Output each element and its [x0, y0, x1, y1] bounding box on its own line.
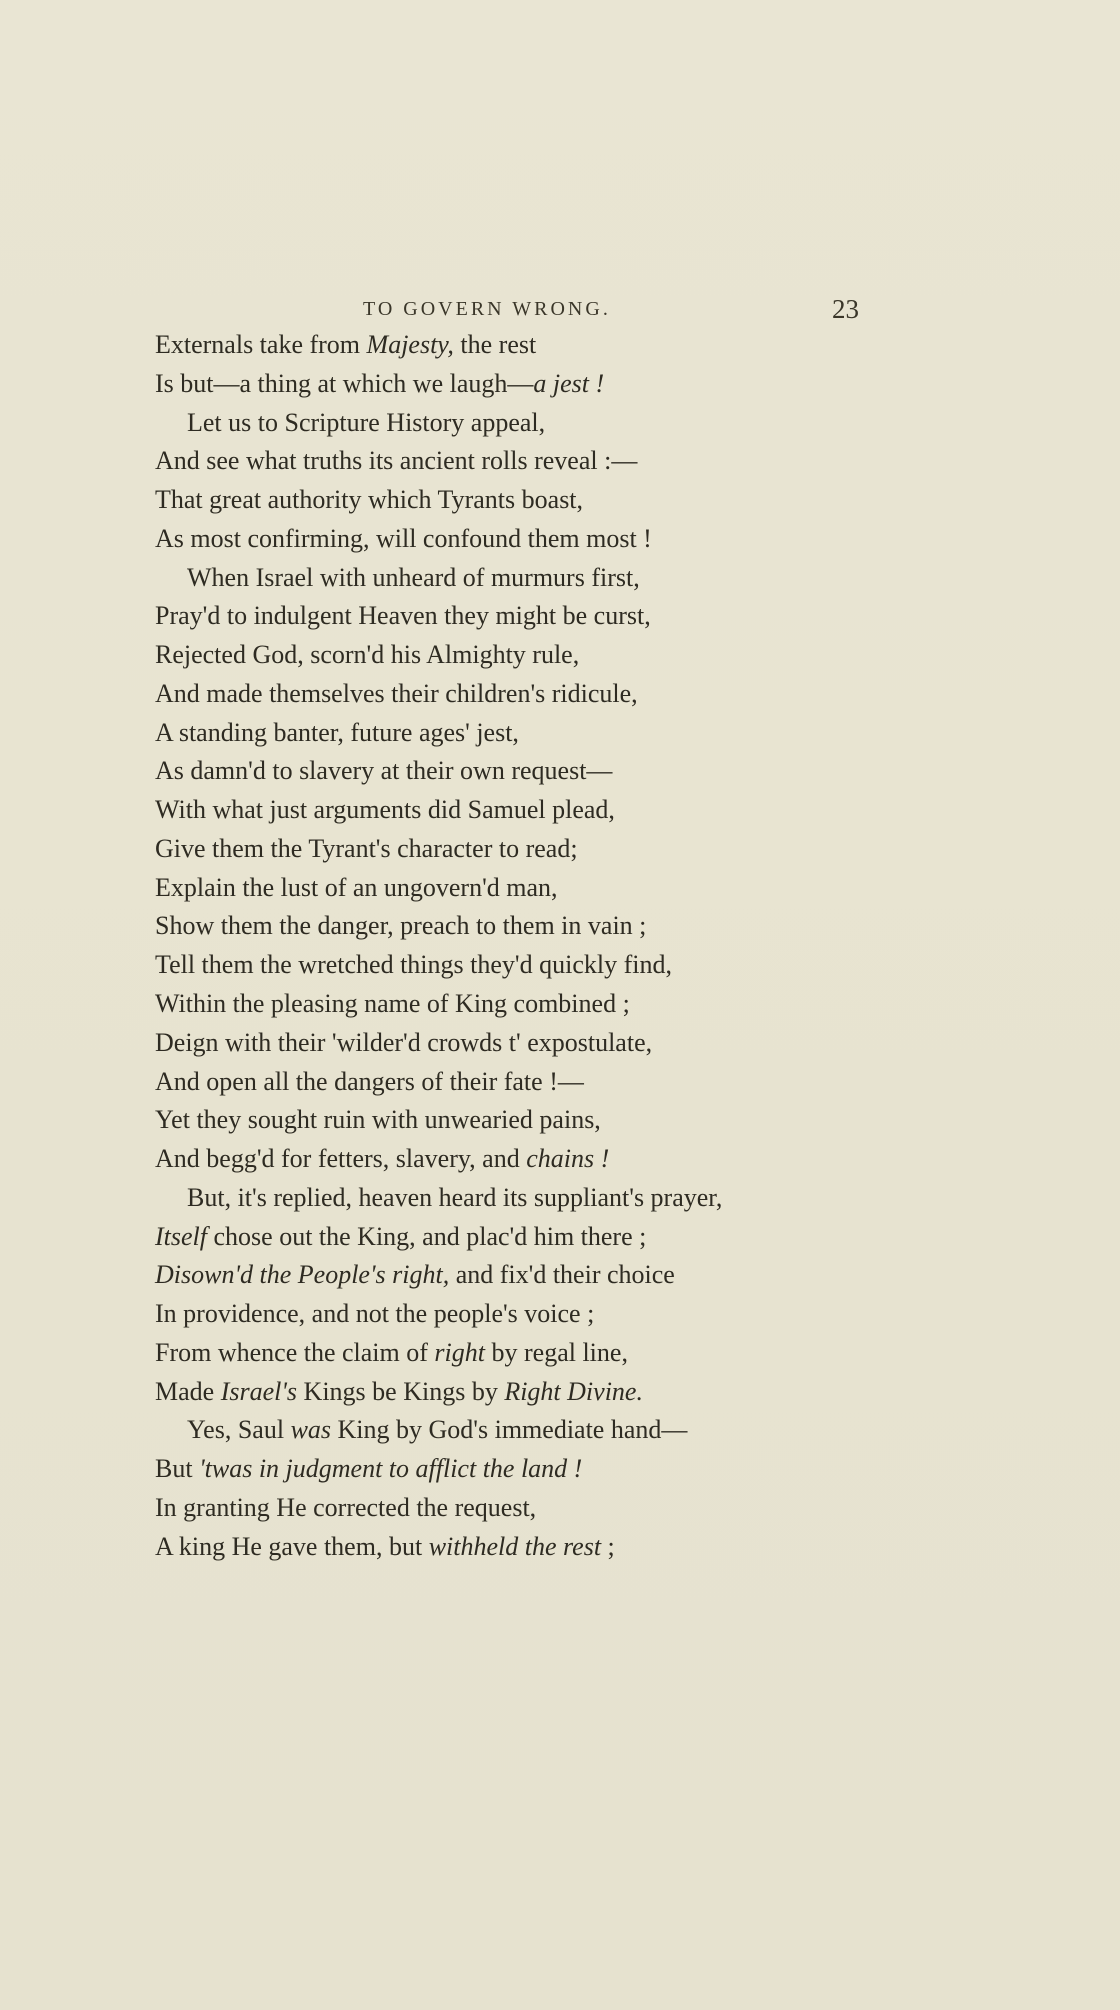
line-text: As damn'd to slavery at their own request—	[155, 756, 613, 786]
poem-line	[155, 442, 915, 481]
italic-text: was	[290, 1415, 332, 1445]
poem-line	[155, 597, 915, 636]
italic-text: Majesty,	[366, 330, 454, 359]
poem-line	[155, 714, 915, 753]
page-number: 23	[832, 294, 859, 324]
line-text: Made	[155, 1376, 221, 1406]
line-text: As most confirming, will confound them most !	[155, 523, 652, 553]
line-text: When Israel with unheard of murmurs first,	[187, 562, 640, 592]
poem-line	[155, 1450, 915, 1489]
line-text: Let us to Scripture History appeal,	[187, 407, 546, 437]
line-text: Within the pleasing name of King combined ;	[155, 989, 630, 1019]
line-text: From whence the claim of	[155, 1337, 435, 1367]
italic-text: chains !	[526, 1144, 610, 1174]
poem-line	[155, 752, 915, 791]
poem-line	[155, 559, 915, 598]
line-text: And open all the dangers of their fate !—	[155, 1066, 584, 1096]
line-text: That great authority which Tyrants boast,	[155, 485, 584, 515]
poem-line	[155, 675, 915, 714]
line-text: Explain the lust of an ungovern'd man,	[155, 872, 558, 902]
poem-line	[155, 869, 915, 908]
poem-line	[155, 1528, 915, 1567]
italic-text: withheld the rest	[428, 1531, 602, 1561]
italic-text: Disown'd the People's right,	[155, 1260, 450, 1290]
poem-line	[155, 1411, 915, 1450]
poem-line	[155, 1489, 915, 1528]
line-text: Pray'd to indulgent Heaven they might be curst,	[155, 601, 651, 631]
line-text: In providence, and not the people's voice ;	[155, 1299, 595, 1329]
poem-line	[155, 1295, 915, 1334]
line-text: Yet they sought ruin with unwearied pains,	[155, 1105, 601, 1135]
italic-text: a jest !	[533, 368, 605, 398]
poem-line	[155, 907, 915, 946]
line-text: King by God's immediate hand—	[331, 1415, 688, 1445]
italic-text: Israel's	[220, 1376, 298, 1406]
poem-line	[155, 1140, 915, 1179]
line-text: And begg'd for fetters, slavery, and	[155, 1144, 527, 1174]
poem-line	[155, 1063, 915, 1102]
poem-line	[155, 481, 915, 520]
poem-line	[155, 1218, 915, 1257]
poem-line	[155, 946, 915, 985]
italic-text: Right Divine.	[504, 1376, 643, 1406]
poem-text	[155, 326, 915, 1567]
poem-line	[155, 1334, 915, 1373]
poem-line	[155, 365, 915, 404]
line-text: and fix'd their choice	[449, 1260, 675, 1290]
line-text: Externals take from	[155, 330, 367, 359]
poem-line	[155, 1179, 915, 1218]
poem-line	[155, 1024, 915, 1063]
line-text: Deign with their 'wilder'd crowds t' expostulate,	[155, 1027, 653, 1057]
line-text: Give them the Tyrant's character to read;	[155, 833, 578, 863]
line-text: But	[155, 1454, 200, 1484]
line-text: Show them the danger, preach to them in vain ;	[155, 911, 647, 941]
poem-line	[155, 791, 915, 830]
poem-line	[155, 1373, 915, 1412]
poem-line	[155, 1101, 915, 1140]
line-text: With what just arguments did Samuel plead,	[155, 795, 615, 825]
line-text: A king He gave them, but	[155, 1531, 429, 1561]
line-text: A standing banter, future ages' jest,	[155, 717, 519, 747]
italic-text: right	[434, 1337, 485, 1367]
poem-line	[155, 636, 915, 675]
poem-line	[155, 520, 915, 559]
line-text: And made themselves their children's ridicule,	[155, 678, 638, 708]
line-text: ;	[601, 1531, 615, 1561]
poem-line	[155, 404, 915, 443]
line-text: the rest	[453, 330, 537, 359]
line-text: Kings be Kings by	[297, 1376, 505, 1406]
italic-text: 'twas in judgment to afflict the land !	[199, 1454, 583, 1484]
line-text: And see what truths its ancient rolls reveal :—	[155, 446, 638, 476]
line-text: In granting He corrected the request,	[155, 1492, 537, 1522]
line-text: But, it's replied, heaven heard its suppliant's prayer,	[187, 1182, 723, 1212]
line-text: by regal line,	[485, 1337, 628, 1367]
poem-line	[155, 985, 915, 1024]
line-text: Yes, Saul	[187, 1415, 291, 1445]
line-text: Rejected God, scorn'd his Almighty rule,	[155, 640, 580, 670]
italic-text: Itself	[155, 1221, 207, 1251]
running-title: TO GOVERN WRONG.	[363, 298, 611, 320]
line-text: Is but—a thing at which we laugh—	[155, 368, 534, 398]
line-text: chose out the King, and plac'd him there ;	[207, 1221, 647, 1251]
line-text: Tell them the wretched things they'd quickly find,	[155, 950, 672, 980]
poem-line	[155, 830, 915, 869]
poem-line	[155, 326, 915, 365]
poem-line	[155, 1256, 915, 1295]
